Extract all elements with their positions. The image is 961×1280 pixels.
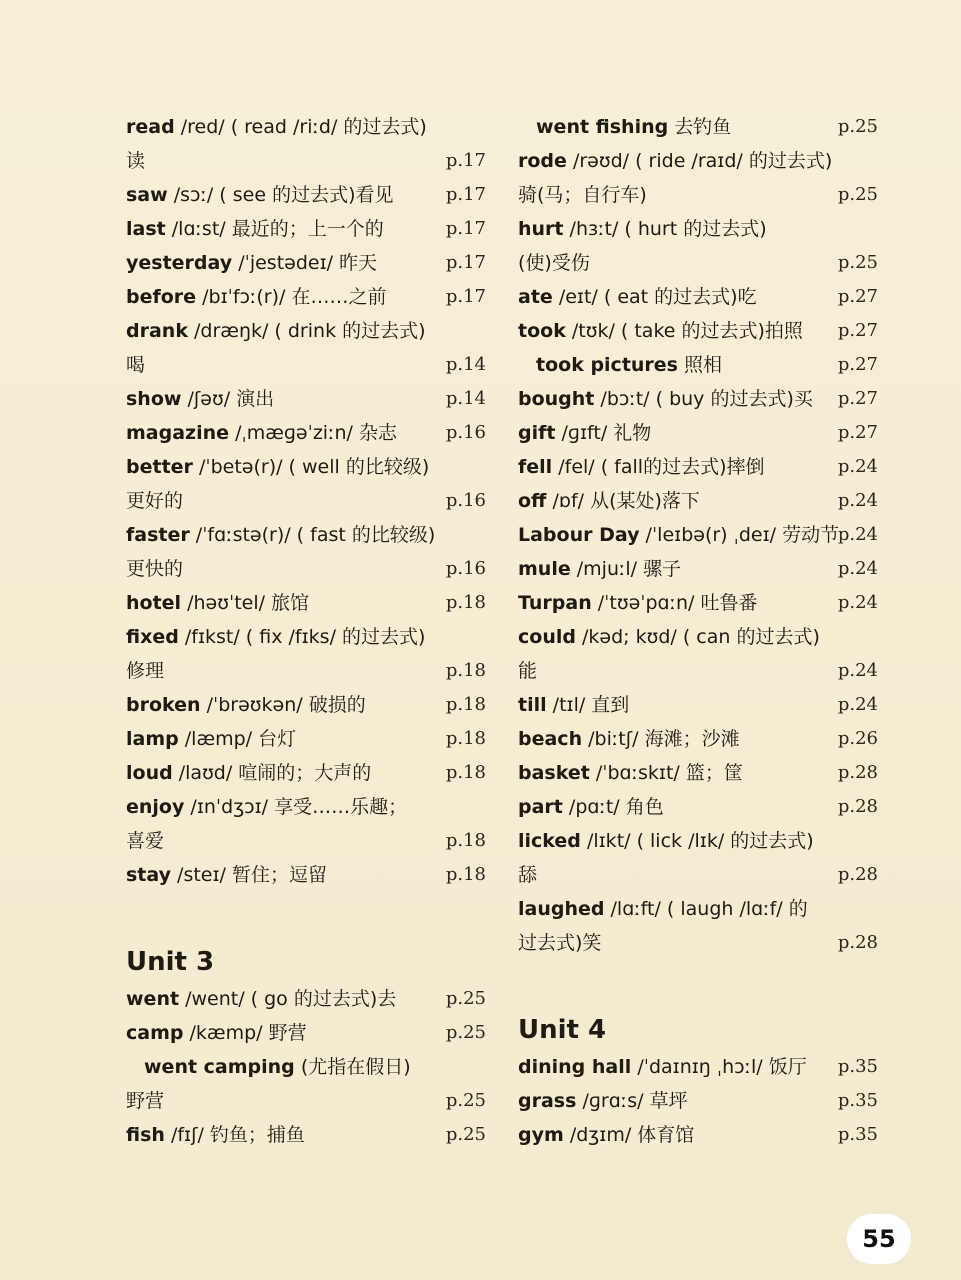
entry-text	[518, 450, 764, 484]
headword: off	[518, 490, 547, 512]
headword: magazine	[126, 422, 230, 444]
vocab-continuation	[518, 926, 878, 960]
vocab-entry-went-camping	[126, 1050, 486, 1084]
vocab-entry-last	[126, 212, 486, 246]
headword: hotel	[126, 592, 182, 614]
vocab-entry-went	[126, 982, 486, 1016]
vocab-entry-could	[518, 620, 878, 654]
vocab-entry-bought	[518, 382, 878, 416]
entry-text	[126, 484, 183, 518]
vocab-continuation	[518, 654, 878, 688]
entry-text	[518, 654, 537, 688]
entry-text	[126, 416, 397, 450]
entry-text	[518, 246, 590, 280]
entry-text	[126, 450, 429, 484]
page-ref: p.35	[837, 1056, 878, 1077]
page-ref: p.18	[445, 762, 486, 783]
entry-text	[126, 280, 386, 314]
page-ref: p.28	[837, 864, 878, 885]
unit-heading: Unit 3	[126, 947, 215, 977]
headword: better	[126, 456, 193, 478]
headword: Labour Day	[518, 524, 640, 546]
vocab-entry-beach	[518, 722, 878, 756]
vocab-entry-enjoy	[126, 790, 486, 824]
right-column	[518, 110, 878, 1152]
vocab-entry-turpan	[518, 586, 878, 620]
headword: hurt	[518, 218, 564, 240]
definition: /ˈbrəʊkən/ 破损的	[200, 694, 366, 716]
page-ref: p.18	[445, 592, 486, 613]
vocab-continuation	[126, 144, 486, 178]
entry-text	[126, 756, 371, 790]
headword: dining hall	[518, 1056, 632, 1078]
vocab-entry-hotel	[126, 586, 486, 620]
vocab-entry-part	[518, 790, 878, 824]
definition: /həʊˈtel/ 旅馆	[181, 592, 310, 614]
definition: /lɑːft/ ( laugh /lɑːf/ 的	[604, 898, 808, 920]
headword: laughed	[518, 898, 605, 920]
headword: went camping	[144, 1056, 295, 1078]
page-ref: p.24	[837, 524, 878, 545]
definition: /dʒɪm/ 体育馆	[563, 1124, 695, 1146]
entry-text	[518, 416, 651, 450]
entry-text	[518, 178, 647, 212]
entry-text	[518, 926, 601, 960]
entry-text	[518, 348, 722, 382]
page-ref: p.16	[445, 558, 486, 579]
entry-text	[518, 212, 767, 246]
definition: /ɡrɑːs/ 草坪	[576, 1090, 688, 1112]
definition: 喜爱	[126, 830, 165, 852]
entry-text	[518, 382, 813, 416]
definition: /kæmp/ 野营	[183, 1022, 307, 1044]
vocab-entry-ate	[518, 280, 878, 314]
page-ref: p.25	[445, 1124, 486, 1145]
definition: /hɜːt/ ( hurt 的过去式)	[563, 218, 767, 240]
headword: broken	[126, 694, 201, 716]
definition: /ˌmæɡəˈziːn/ 杂志	[229, 422, 397, 444]
vocab-entry-read	[126, 110, 486, 144]
entry-text	[126, 552, 183, 586]
vocab-continuation	[126, 348, 486, 382]
page-ref: p.27	[837, 286, 878, 307]
unit-heading: Unit 4	[518, 1015, 607, 1045]
headword: stay	[126, 864, 172, 886]
entry-text	[126, 688, 366, 722]
headword: Turpan	[518, 592, 592, 614]
headword: before	[126, 286, 197, 308]
entry-text	[126, 586, 309, 620]
entry-text	[126, 824, 164, 858]
vocab-continuation	[126, 824, 486, 858]
headword: beach	[518, 728, 583, 750]
definition: /mjuːl/ 骡子	[570, 558, 682, 580]
headword: rode	[518, 150, 567, 172]
page-ref: p.27	[837, 388, 878, 409]
entry-text	[126, 1084, 164, 1118]
definition: 能	[518, 660, 538, 682]
vocab-entry-grass	[518, 1084, 878, 1118]
definition: 过去式)笑	[518, 932, 602, 954]
vocab-entry-show	[126, 382, 486, 416]
definition: /dræŋk/ ( drink 的过去式)	[187, 320, 426, 342]
vocab-entry-took-pictures	[518, 348, 878, 382]
vocab-entry-mule	[518, 552, 878, 586]
definition: /ˈfɑːstə(r)/ ( fast 的比较级)	[189, 524, 436, 546]
definition: /eɪt/ ( eat 的过去式)吃	[552, 286, 757, 308]
entry-text	[126, 178, 394, 212]
vocab-continuation	[126, 552, 486, 586]
entry-text	[126, 382, 274, 416]
entry-text	[126, 110, 427, 144]
definition: /fel/ ( fall的过去式)摔倒	[552, 456, 765, 478]
vocab-entry-licked	[518, 824, 878, 858]
definition: 照相	[678, 354, 723, 376]
headword: took pictures	[536, 354, 678, 376]
entry-text	[126, 518, 435, 552]
vocab-entry-loud	[126, 756, 486, 790]
vocab-entry-took	[518, 314, 878, 348]
vocab-continuation	[126, 484, 486, 518]
entry-text	[126, 1016, 307, 1050]
page-ref: p.27	[837, 354, 878, 375]
headword: faster	[126, 524, 190, 546]
page-ref: p.25	[837, 184, 878, 205]
page-ref: p.17	[445, 286, 486, 307]
page-ref: p.27	[837, 320, 878, 341]
entry-text	[518, 518, 839, 552]
entry-text	[126, 858, 327, 892]
headword: yesterday	[126, 252, 233, 274]
page-ref: p.24	[837, 456, 878, 477]
page-ref: p.28	[837, 932, 878, 953]
headword: fish	[126, 1124, 165, 1146]
entry-text	[518, 280, 757, 314]
definition: /tɪl/ 直到	[546, 694, 630, 716]
headword: till	[518, 694, 547, 716]
definition: /kəd; kʊd/ ( can 的过去式)	[575, 626, 820, 648]
vocab-continuation	[126, 654, 486, 688]
headword: read	[126, 116, 175, 138]
vocab-entry-dining-hall	[518, 1050, 878, 1084]
page-ref: p.24	[837, 694, 878, 715]
definition: /bɔːt/ ( buy 的过去式)买	[594, 388, 813, 410]
headword: camp	[126, 1022, 184, 1044]
page-ref: p.18	[445, 864, 486, 885]
vocab-entry-lamp	[126, 722, 486, 756]
page-ref: p.24	[837, 558, 878, 579]
definition: /ʃəʊ/ 演出	[181, 388, 275, 410]
headword: part	[518, 796, 563, 818]
definition: /fɪkst/ ( fix /fɪks/ 的过去式)	[178, 626, 426, 648]
page-ref: p.18	[445, 660, 486, 681]
definition: /rəʊd/ ( ride /raɪd/ 的过去式)	[566, 150, 833, 172]
page-ref: p.24	[837, 490, 878, 511]
page-ref: p.14	[445, 388, 486, 409]
entry-text	[126, 722, 296, 756]
entry-text	[518, 110, 731, 144]
definition: /ɡɪft/ 礼物	[555, 422, 652, 444]
headword: drank	[126, 320, 188, 342]
entry-text	[126, 144, 145, 178]
vocab-continuation	[518, 858, 878, 892]
vocab-entry-hurt	[518, 212, 878, 246]
page-ref: p.14	[445, 354, 486, 375]
definition: 喝	[126, 354, 146, 376]
definition: (尤指在假日)	[294, 1056, 411, 1078]
left-column	[126, 110, 486, 1152]
page-ref: p.25	[445, 1022, 486, 1043]
page-ref: p.25	[445, 988, 486, 1009]
definition: /læmp/ 台灯	[178, 728, 297, 750]
entry-text	[518, 688, 629, 722]
headword: ate	[518, 286, 553, 308]
page-ref: p.18	[445, 830, 486, 851]
entry-text	[518, 1050, 807, 1084]
entry-text	[518, 314, 803, 348]
vocab-entry-laughed	[518, 892, 878, 926]
entry-text	[518, 790, 664, 824]
page-ref: p.17	[445, 184, 486, 205]
vocab-entry-before	[126, 280, 486, 314]
page-ref: p.26	[837, 728, 878, 749]
entry-text	[126, 348, 145, 382]
headword: bought	[518, 388, 595, 410]
headword: saw	[126, 184, 168, 206]
entry-text	[518, 756, 743, 790]
definition: /ˈjestədeɪ/ 昨天	[232, 252, 378, 274]
entry-text	[126, 314, 426, 348]
entry-text	[518, 1084, 688, 1118]
entry-text	[126, 1050, 411, 1084]
vocab-entry-broken	[126, 688, 486, 722]
headword: grass	[518, 1090, 577, 1112]
section-gap	[126, 892, 486, 940]
definition: /steɪ/ 暂住；逗留	[171, 864, 327, 886]
entry-text	[518, 824, 814, 858]
definition: /lɑːst/ 最近的；上一个的	[165, 218, 384, 240]
definition: /tʊk/ ( take 的过去式)拍照	[565, 320, 803, 342]
entry-text	[126, 982, 396, 1016]
entry-text	[518, 1118, 694, 1152]
entry-text	[126, 620, 425, 654]
entry-text	[518, 552, 681, 586]
page-ref: p.25	[837, 116, 878, 137]
page-ref: p.28	[837, 796, 878, 817]
definition: /ɪnˈdʒɔɪ/ 享受……乐趣；	[184, 796, 408, 818]
vocab-continuation	[518, 178, 878, 212]
page-ref: p.16	[445, 490, 486, 511]
page-ref: p.25	[837, 252, 878, 273]
entry-text	[518, 858, 537, 892]
headword: loud	[126, 762, 173, 784]
vocab-entry-off	[518, 484, 878, 518]
entry-text	[126, 654, 164, 688]
entry-text	[126, 246, 377, 280]
entry-text	[518, 586, 758, 620]
definition: /ˈtʊəˈpɑːn/ 吐鲁番	[591, 592, 758, 614]
definition: /ˈdaɪnɪŋ ˌhɔːl/ 饭厅	[631, 1056, 807, 1078]
headword: fixed	[126, 626, 179, 648]
entry-text	[126, 790, 407, 824]
entry-text	[518, 620, 820, 654]
headword: gift	[518, 422, 556, 444]
entry-text	[518, 892, 808, 926]
headword: last	[126, 218, 166, 240]
headword: took	[518, 320, 566, 342]
vocab-entry-went-fishing	[518, 110, 878, 144]
headword: fell	[518, 456, 553, 478]
vocab-entry-stay	[126, 858, 486, 892]
definition: /sɔː/ ( see 的过去式)看见	[167, 184, 394, 206]
page-ref: p.18	[445, 728, 486, 749]
vocab-entry-drank	[126, 314, 486, 348]
vocab-entry-basket	[518, 756, 878, 790]
headword: gym	[518, 1124, 564, 1146]
vocab-entry-gym	[518, 1118, 878, 1152]
definition: /ˈleɪbə(r) ˌdeɪ/ 劳动节	[639, 524, 840, 546]
vocab-entry-magazine	[126, 416, 486, 450]
definition: /pɑːt/ 角色	[562, 796, 664, 818]
definition: 野营	[126, 1090, 165, 1112]
definition: (使)受伤	[518, 252, 590, 274]
vocab-entry-camp	[126, 1016, 486, 1050]
vocab-entry-better	[126, 450, 486, 484]
entry-text	[126, 1118, 305, 1152]
vocab-entry-fish	[126, 1118, 486, 1152]
page-ref: p.27	[837, 422, 878, 443]
page-ref: p.24	[837, 592, 878, 613]
headword: enjoy	[126, 796, 185, 818]
page-ref: p.35	[837, 1124, 878, 1145]
page-ref: p.24	[837, 660, 878, 681]
definition: /ˈbetə(r)/ ( well 的比较级)	[192, 456, 430, 478]
definition: /ɒf/ 从(某处)落下	[546, 490, 700, 512]
definition: 更好的	[126, 490, 184, 512]
vocab-entry-labour-day	[518, 518, 878, 552]
definition: /biːtʃ/ 海滩；沙滩	[582, 728, 740, 750]
definition: /laʊd/ 喧闹的；大声的	[172, 762, 372, 784]
definition: /lɪkt/ ( lick /lɪk/ 的过去式)	[580, 830, 814, 852]
page-ref: p.18	[445, 694, 486, 715]
vocab-entry-faster	[126, 518, 486, 552]
headword: licked	[518, 830, 581, 852]
vocab-continuation	[126, 1084, 486, 1118]
vocab-continuation	[518, 246, 878, 280]
page-ref: p.16	[445, 422, 486, 443]
entry-text	[518, 144, 832, 178]
entry-text	[518, 722, 740, 756]
page-ref: p.35	[837, 1090, 878, 1111]
definition: 读	[126, 150, 146, 172]
definition: /bɪˈfɔː(r)/ 在……之前	[196, 286, 387, 308]
page-number: 55	[847, 1214, 911, 1264]
entry-text	[518, 484, 700, 518]
vocab-entry-fixed	[126, 620, 486, 654]
page-ref: p.25	[445, 1090, 486, 1111]
definition: 舔	[518, 864, 538, 886]
page-ref: p.17	[445, 150, 486, 171]
definition: /ˈbɑːskɪt/ 篮；筐	[589, 762, 743, 784]
page-ref: p.28	[837, 762, 878, 783]
vocab-entry-yesterday	[126, 246, 486, 280]
headword: could	[518, 626, 576, 648]
headword: basket	[518, 762, 590, 784]
page-ref: p.17	[445, 252, 486, 273]
vocab-entry-till	[518, 688, 878, 722]
headword: went fishing	[536, 116, 669, 138]
vocab-entry-rode	[518, 144, 878, 178]
definition: 更快的	[126, 558, 184, 580]
headword: show	[126, 388, 182, 410]
definition: /fɪʃ/ 钓鱼；捕鱼	[164, 1124, 305, 1146]
headword: went	[126, 988, 180, 1010]
vocab-entry-gift	[518, 416, 878, 450]
entry-text	[126, 212, 384, 246]
section-gap	[518, 960, 878, 1008]
definition: 修理	[126, 660, 165, 682]
headword: mule	[518, 558, 571, 580]
definition: 去钓鱼	[668, 116, 732, 138]
vocab-entry-fell	[518, 450, 878, 484]
vocab-entry-saw	[126, 178, 486, 212]
definition: /red/ ( read /riːd/ 的过去式)	[174, 116, 427, 138]
headword: lamp	[126, 728, 179, 750]
page-ref: p.17	[445, 218, 486, 239]
definition: /went/ ( go 的过去式)去	[179, 988, 397, 1010]
definition: 骑(马；自行车)	[518, 184, 647, 206]
